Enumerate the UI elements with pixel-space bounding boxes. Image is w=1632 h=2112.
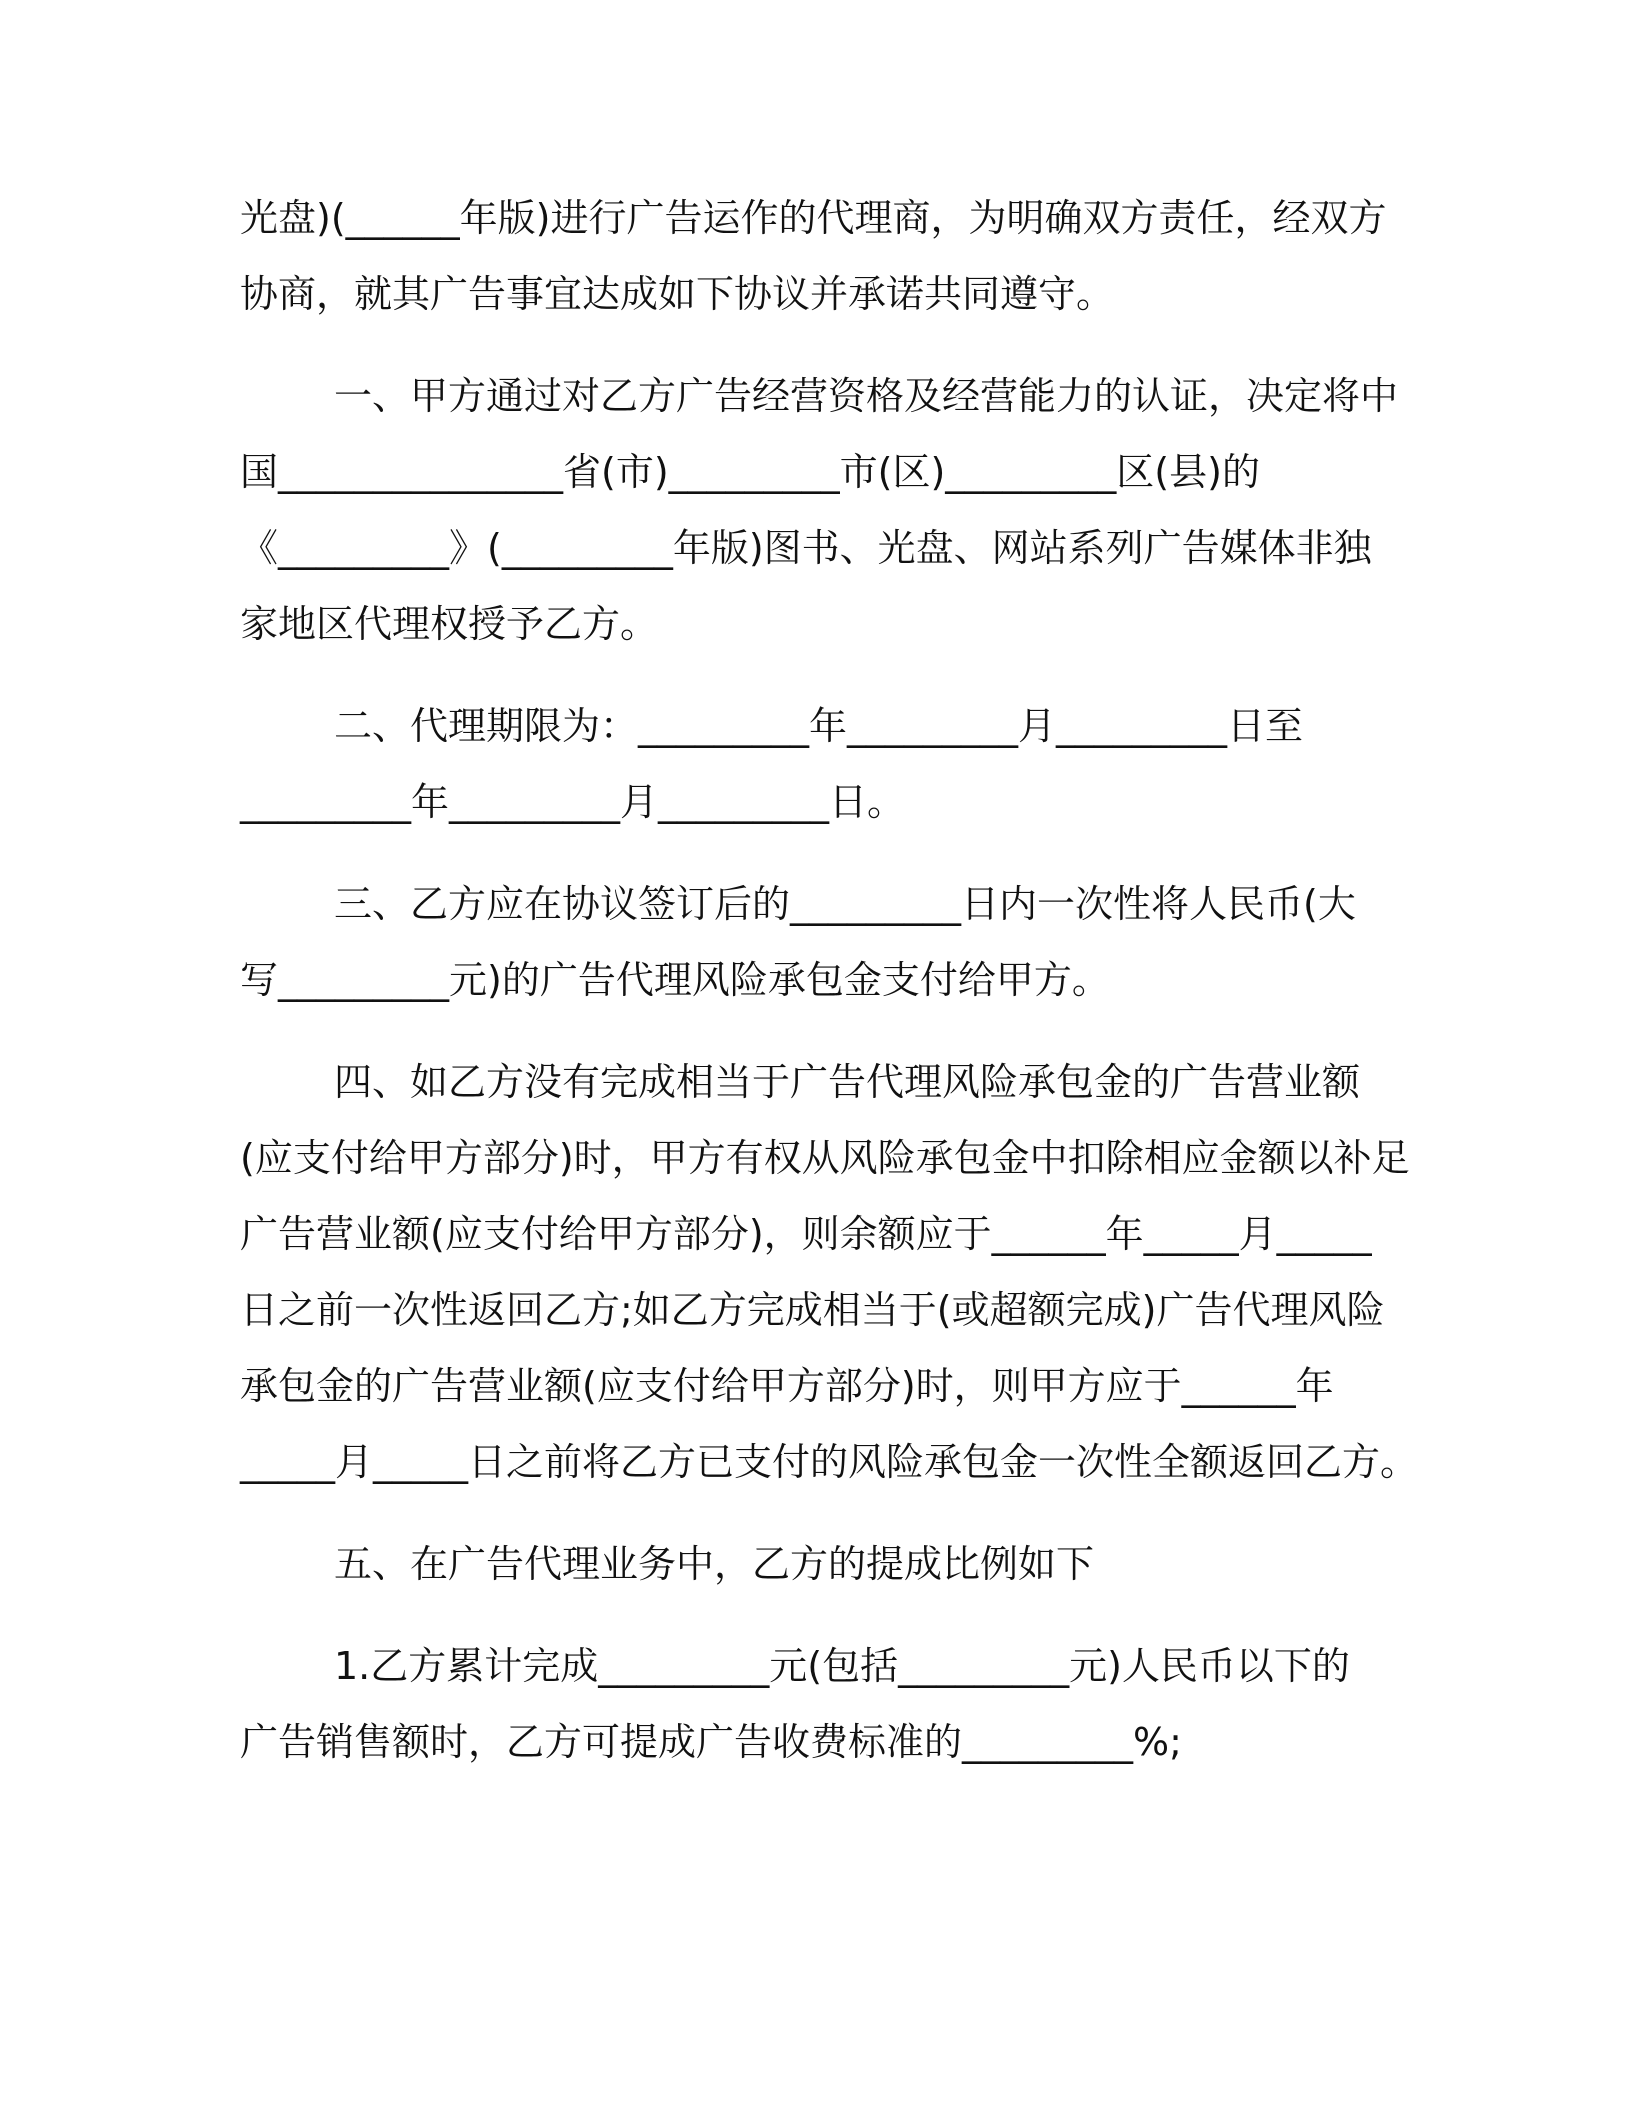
clause-4-line: 四、如乙方没有完成相当于广告代理风险承包金的广告营业额 [334, 1060, 1361, 1104]
clause-5-item-1-line: 广告销售额时，乙方可提成广告收费标准的_________%; [240, 1720, 1182, 1764]
clause-1-line: 国_______________省(市)_________市(区)_________区(县)的 [240, 450, 1260, 494]
clause-1-line: 家地区代理权授予乙方。 [240, 602, 659, 646]
clause-3-line: 三、乙方应在协议签订后的_________日内一次性将人民币(大 [334, 882, 1356, 926]
clause-4-line: 承包金的广告营业额(应支付给甲方部分)时，则甲方应于______年 [240, 1364, 1334, 1408]
clause-1-line: 《_________》(_________年版)图书、光盘、网站系列广告媒体非独 [240, 526, 1372, 570]
clause-2-line: 二、代理期限为：_________年_________月_________日至 [334, 704, 1304, 748]
clause-2-line: _________年_________月_________日。 [240, 780, 906, 824]
clause-4-line: 广告营业额(应支付给甲方部分)，则余额应于______年_____月_____ [240, 1212, 1372, 1256]
paragraph-line: 光盘)(______年版)进行广告运作的代理商，为明确双方责任，经双方 [240, 196, 1387, 240]
clause-4-line: 日之前一次性返回乙方;如乙方完成相当于(或超额完成)广告代理风险 [240, 1288, 1385, 1332]
clause-4-line: _____月_____日之前将乙方已支付的风险承包金一次性全额返回乙方。 [240, 1440, 1419, 1484]
clause-5-line: 五、在广告代理业务中，乙方的提成比例如下 [334, 1542, 1095, 1586]
clause-5-item-1-line: 1.乙方累计完成_________元(包括_________元)人民币以下的 [334, 1644, 1350, 1688]
clause-4-line: (应支付给甲方部分)时，甲方有权从风险承包金中扣除相应金额以补足 [240, 1136, 1410, 1180]
clause-3-line: 写_________元)的广告代理风险承包金支付给甲方。 [240, 958, 1110, 1002]
clause-1-line: 一、甲方通过对乙方广告经营资格及经营能力的认证，决定将中 [334, 374, 1399, 418]
paragraph-line: 协商，就其广告事宜达成如下协议并承诺共同遵守。 [240, 272, 1115, 316]
